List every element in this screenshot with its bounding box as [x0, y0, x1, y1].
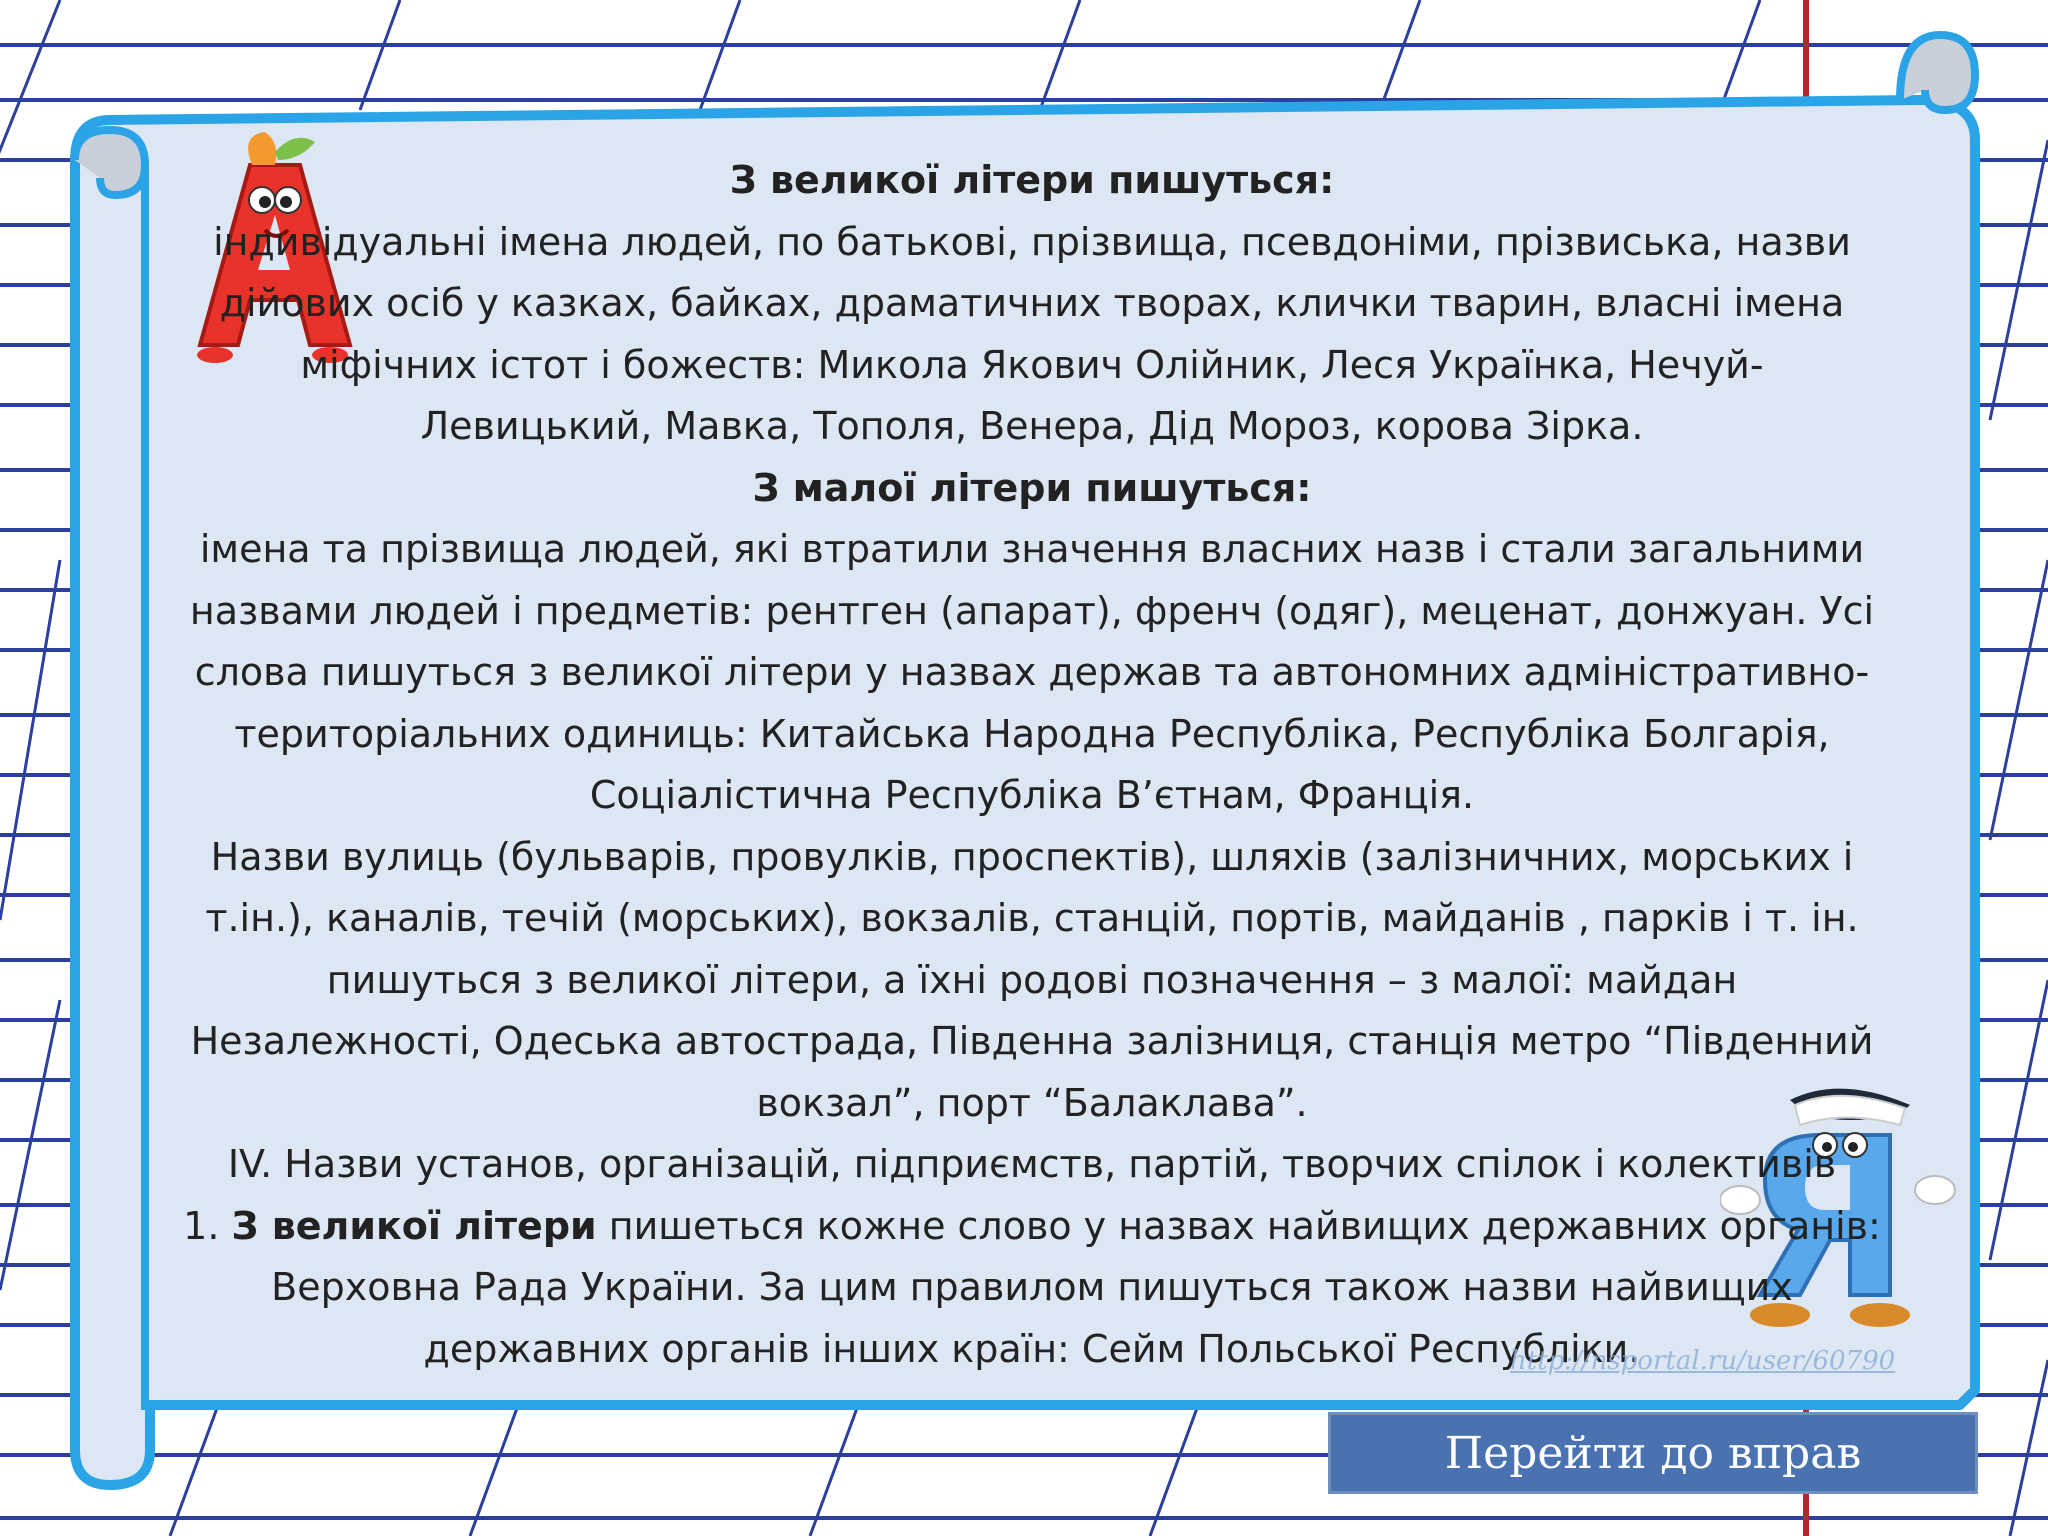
- rule-bold-phrase: З великої літери: [231, 1203, 597, 1248]
- rules-text-block: [132, 150, 1932, 1380]
- text-line: імена та прізвища людей, які втратили значення власних назв і стали загальними: [199, 527, 1865, 571]
- text-line: дійових осіб у казках, байках, драматичних творах, клички тварин, власні імена: [219, 281, 1845, 325]
- text-line: міфічних істот і божеств: Микола Якович Олійник, Леся Українка, Нечуй-: [300, 342, 1764, 387]
- text-line: територіальних одиниць: Китайська Народна Республіка, Республіка Болгарія,: [234, 711, 1830, 756]
- heading-uppercase-rules: З великої літери пишуться:: [729, 158, 1335, 202]
- go-to-exercises-button[interactable]: Перейти до вправ: [1328, 1412, 1978, 1494]
- text-line: Левицький, Мавка, Тополя, Венера, Дід Мороз, корова Зірка.: [420, 404, 1644, 448]
- text-line: Незалежності, Одеська автострада, Південна залізниця, станція метро “Південний: [190, 1019, 1874, 1063]
- heading-lowercase-rules: З малої літери пишуться:: [752, 465, 1312, 510]
- text-line: пишуться з великої літери, а їхні родові позначення – з малої: майдан: [326, 957, 1738, 1002]
- text-line: Верховна Рада України. За цим правилом пишуться також назви найвищих: [271, 1265, 1793, 1309]
- text-line: Соціалістична Республіка В’єтнам, Франція.: [589, 773, 1475, 817]
- rule-number: 1.: [183, 1203, 232, 1248]
- text-line: вокзал”, порт “Балаклава”.: [756, 1080, 1308, 1125]
- numbered-rule-line: [132, 1196, 1932, 1258]
- rule-rest-text: пишеться кожне слово у назвах найвищих державних органів:: [596, 1203, 1881, 1248]
- text-line: Назви вулиць (бульварів, провулків, проспектів), шляхів (залізничних, морських і: [210, 834, 1854, 879]
- text-line: назвами людей і предметів: рентген (апарат), френч (одяг), меценат, донжуан. Усі: [189, 588, 1875, 633]
- text-line: т.ін.), каналів, течій (морських), вокзалів, станцій, портів, майданів , парків і т. ін.: [205, 896, 1859, 940]
- text-line: державних органів інших країн: Сейм Польської Республіки.: [423, 1326, 1641, 1371]
- source-watermark-link[interactable]: http://nsportal.ru/user/60790: [1510, 1346, 1896, 1376]
- text-line: IV. Назви установ, організацій, підприємств, партій, творчих спілок і колективів: [227, 1142, 1837, 1186]
- text-line: індивідуальні імена людей, по батькові, прізвища, псевдоніми, прізвиська, назви: [213, 219, 1851, 264]
- text-line: слова пишуться з великої літери у назвах держав та автономних адміністративно-: [194, 650, 1870, 694]
